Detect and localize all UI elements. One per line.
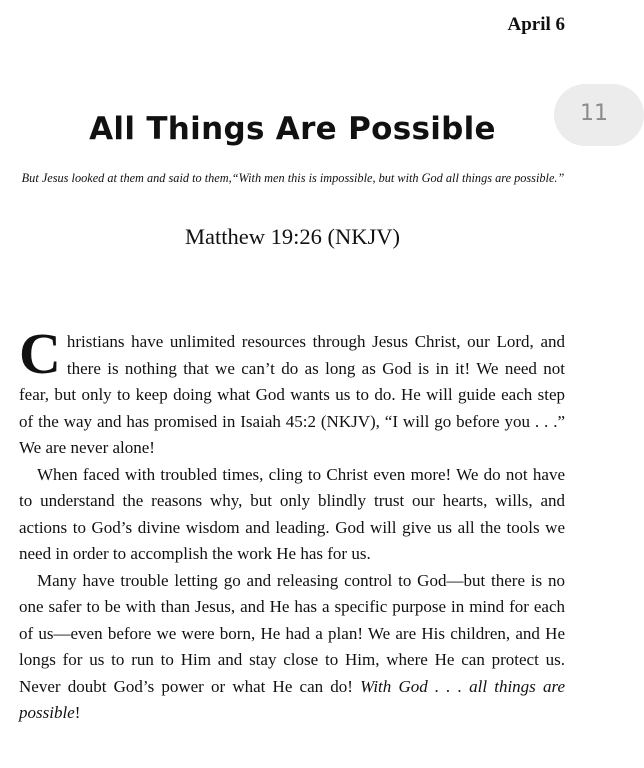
drop-cap: C xyxy=(19,321,61,386)
devotional-title: All Things Are Possible xyxy=(89,111,496,147)
paragraph-3-text: Many have trouble letting go and releasing control to God—but there is no one safer to be with than Jesus, and He has a specific purpose in mind for each of us—even before we were born, He had a plan! We are His children, and He longs for us to run to Him and stay close to Him, where He can protect us. Never doubt God’s power or what He can do! xyxy=(19,570,565,696)
paragraph-3-emphasis: With God . . . all things are possible xyxy=(19,676,565,722)
scripture-reference: Matthew 19:26 (NKJV) xyxy=(185,224,400,249)
scripture-verse: But Jesus looked at them and said to them,“With men this is impossible, but with God all things are possible.” xyxy=(21,171,565,185)
paragraph-1 xyxy=(19,321,565,462)
devotional-body xyxy=(19,321,565,727)
date-heading: April 6 xyxy=(507,14,565,35)
paragraph-3-end: ! xyxy=(74,703,81,722)
page-number: 11 xyxy=(580,101,608,126)
paragraph-2: When faced with troubled times, cling to Christ even more! We do not have to understand the reasons why, but only blindly trust our hearts, wills, and actions to God’s divine wisdom and leading. God will give us all the tools we need in order to accomplish the work He has for us. xyxy=(19,464,565,563)
paragraph-3 xyxy=(19,568,565,727)
paragraph-1-text: hristians have unlimited resources through Jesus Christ, our Lord, and there is nothing that we can’t do as long as God is in it! We need not fear, but only to keep doing what God wants us to do. He will guide each step of the way and has promised in Isaiah 45:2 (NKJV), “I will go before you . . .” We are never alone! xyxy=(19,332,565,457)
